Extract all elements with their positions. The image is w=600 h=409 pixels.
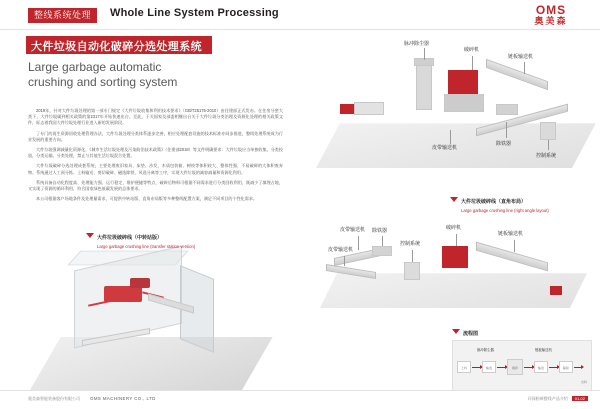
label-crusher: 破碎机 — [464, 47, 480, 53]
right-column — [300, 30, 600, 390]
flow-arrow — [574, 367, 581, 368]
leader-line — [506, 122, 507, 138]
triangle-marker-icon — [452, 329, 460, 334]
page-footer — [0, 390, 600, 409]
label-belt-conveyor: 皮带输送机 — [432, 145, 458, 151]
leader-line — [344, 256, 345, 266]
caption-left-cn: 大件垃圾破碎线（中转站版） — [97, 235, 163, 241]
triangle-marker-icon — [86, 233, 94, 238]
label-pulse-dust-collector: 脉冲除尘器 — [404, 41, 430, 47]
body-copy — [28, 108, 283, 206]
footer-company-cn: 奥美森智能装备股份有限公司 — [28, 396, 80, 401]
label-control-system: 控制系统 — [400, 241, 421, 247]
flow-chart-cn: 流程图 — [463, 331, 479, 337]
illustration-transfer-station — [30, 242, 245, 392]
body-paragraph: 系统具备自动化程度高、处理能力强、运行稳定、维护便捷等特点，破碎后物料可根据不同需求进行分类回收利用，既减少了填埋占地，又实现了资源的循环利用，符合国家绿色低碳发展的总体要求。 — [28, 179, 283, 192]
crusher-body — [448, 70, 478, 96]
leader-line — [514, 240, 515, 252]
label-control-system: 控制系统 — [536, 153, 557, 159]
leader-line — [524, 62, 525, 74]
leader-line — [424, 48, 425, 60]
caption-right-top-cn: 大件垃圾破碎线（直角布局） — [461, 199, 527, 205]
logo-sub-text: 奥美森 — [534, 16, 568, 26]
crusher-body — [442, 246, 468, 268]
label-belt-conveyor: 皮带输送机 — [340, 227, 366, 233]
diagram-right-angle-layout — [300, 30, 600, 188]
label-belt-conveyor-2: 皮带输送机 — [328, 247, 354, 253]
label-iron-remover: 除铁器 — [496, 141, 512, 147]
illustration-floor — [30, 337, 273, 390]
truck-cab — [340, 104, 354, 114]
control-system-cabinet — [404, 262, 420, 280]
logo-mark-text: OMS — [535, 3, 567, 17]
body-paragraph: 本公司根据客户场地条件及处理量需求，可提供中转站版、直角布局版等多种整线配置方案，满足不同项目的个性化需求。 — [36, 196, 258, 202]
diagram-line-layout — [300, 206, 600, 321]
body-paragraph: 2019年，针对大件垃圾处理的第一部专门规定《大件垃圾收集和利用技术要求》（GB/T25175-2010）由住建部正式发布。在住房分密大类下，大件垃圾属到相关政策的第2317年开始快速出台。至此，于关国家及部委相继出台关于大件垃圾分类治理及资源化处理的相关政策文件，标志着我国大件垃圾处理行业进入新的发展阶段。 — [28, 108, 283, 126]
page-number: 01-02 — [572, 396, 588, 401]
header-tag: 整线系统处理 — [28, 8, 97, 23]
label-chain-plate-conveyor: 链板输送机 — [535, 348, 552, 352]
flow-arrow — [497, 367, 505, 368]
flow-node: 输送 — [534, 361, 548, 373]
leader-line — [450, 130, 451, 144]
header-title: Whole Line System Processing — [110, 7, 279, 19]
caption-right-top-en: Large garbage crushing line (right angle layout) — [461, 208, 549, 213]
flow-node: 输送 — [482, 361, 496, 373]
truck-body — [354, 102, 384, 115]
leader-line — [382, 236, 383, 246]
footer-right — [528, 396, 588, 402]
leader-line — [358, 236, 359, 250]
chain-plate-conveyor — [476, 242, 548, 272]
diagram-ground-plane — [320, 273, 587, 308]
label-crusher: 破碎机 — [446, 225, 462, 231]
chain-plate-conveyor — [486, 59, 548, 91]
leader-line — [412, 250, 413, 262]
label-chain-plate-conveyor: 链板输送机 — [498, 231, 524, 237]
page-header — [0, 0, 600, 30]
flow-arrow — [524, 367, 532, 368]
footer-section-title: 环保粉碎整线产品介绍 — [527, 396, 568, 401]
crusher-frame — [444, 94, 484, 112]
flow-node: 上料 — [457, 361, 471, 373]
flow-chart-panel — [452, 340, 592, 396]
flow-node: 出料 — [580, 380, 587, 384]
left-column — [0, 30, 300, 390]
caption-left — [86, 226, 216, 250]
truck-cab — [550, 286, 562, 295]
body-paragraph: 大件垃圾强调减量化资源化，《城市生活垃圾处理及污染防治技术政策》（住建部2018）等文件明确要求：大件垃圾应当单独收集，分类投放，分类运输，分类处理，禁止与其他生活垃圾混合处置。 — [28, 147, 283, 159]
body-paragraph: 大件垃圾破碎分选处理成套系统，主要处理废旧家具、床垫、沙发、木质包装箱、树枝等体积较大、整体性强、不易破碎的大体积废弃物。系统通过人工预分拣、上料输送、剪切破碎、磁选除铁、风选分离等工序，实现大件垃圾的减容减量和资源化利用。 — [28, 163, 283, 175]
body-paragraph: 了专门的再生资源回收处理管理办法，大件垃圾处理分类体系逐步完善，相应处理配套设施的技术标准亦同步推进，整线处理系统成为行业发展的重要方向。 — [28, 130, 283, 142]
company-logo — [512, 4, 590, 28]
caption-left-en: Large garbage crushing line (transfer station version) — [97, 244, 196, 249]
leader-line — [456, 234, 457, 246]
flow-arrow — [472, 367, 480, 368]
footer-company-en: OMS MACHINERY CO., LTD — [90, 396, 156, 401]
iron-remover-body — [372, 246, 392, 256]
leader-line — [472, 56, 473, 70]
label-chain-plate-conveyor: 链板输送机 — [508, 54, 534, 60]
title-chinese: 大件垃圾自动化破碎分选处理系统 — [31, 41, 202, 53]
flow-node: 破碎 — [507, 359, 523, 375]
illustration-machine-hopper — [130, 278, 150, 288]
flow-arrow — [549, 367, 557, 368]
pulse-dust-collector-body — [416, 64, 432, 110]
control-system-cabinet — [540, 122, 556, 140]
triangle-marker-icon — [450, 197, 458, 202]
label-pulse-dust-collector: 脉冲除尘器 — [477, 348, 494, 352]
flow-node: 除铁 — [559, 361, 573, 373]
title-english: Large garbage automatic crushing and sorting system — [28, 60, 178, 89]
label-iron-remover: 除铁器 — [372, 228, 388, 234]
iron-remover-body — [496, 104, 518, 115]
leader-line — [548, 140, 549, 150]
